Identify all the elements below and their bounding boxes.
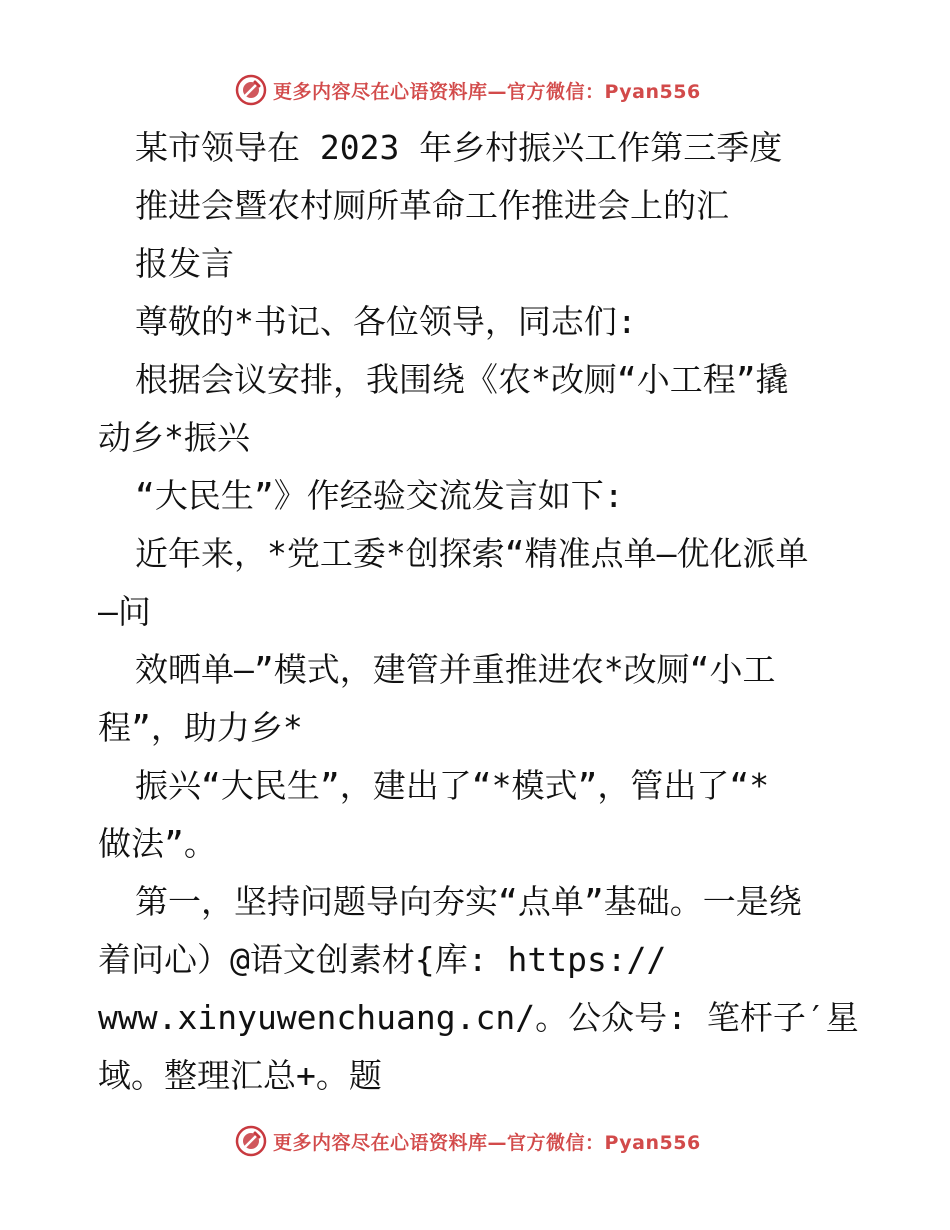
header-watermark-banner bbox=[235, 70, 701, 110]
body-line-5: —问 bbox=[98, 592, 151, 631]
brand-logo-icon bbox=[235, 1125, 267, 1157]
title-line-1: 某市领导在 2023 年乡村振兴工作第三季度 bbox=[135, 128, 783, 167]
body-line-1: 根据会议安排，我围绕《农*改厕“小工程”撬 bbox=[135, 360, 789, 399]
body-line-12: www.xinyuwenchuang.cn/。公众号: 笔杆子′星 bbox=[98, 998, 859, 1037]
body-line-6: 效晒单—”模式，建管并重推进农*改厕“小工 bbox=[135, 650, 776, 689]
body-line-3: “大民生”》作经验交流发言如下: bbox=[135, 476, 624, 515]
body-line-10: 第一，坚持问题导向夯实“点单”基础。一是绕 bbox=[135, 882, 802, 921]
footer-watermark-text: 更多内容尽在心语资料库—官方微信：Pyan556 bbox=[273, 1131, 701, 1154]
brand-logo-icon bbox=[235, 74, 267, 106]
body-line-13: 域。整理汇总+。题 bbox=[98, 1056, 382, 1095]
title-line-3: 报发言 bbox=[135, 244, 234, 283]
title-line-2: 推进会暨农村厕所革命工作推进会上的汇 bbox=[135, 186, 729, 225]
body-line-7: 程”，助力乡* bbox=[98, 708, 303, 747]
footer-watermark-banner bbox=[235, 1121, 701, 1161]
body-line-9: 做法”。 bbox=[98, 824, 217, 863]
header-watermark-text: 更多内容尽在心语资料库—官方微信：Pyan556 bbox=[273, 80, 701, 103]
body-line-4: 近年来，*党工委*创探索“精准点单—优化派单 bbox=[135, 534, 809, 573]
body-line-2: 动乡*振兴 bbox=[98, 418, 250, 457]
body-line-11: 着问心）@语文创素材{库: https:// bbox=[98, 940, 667, 979]
body-line-8: 振兴“大民生”，建出了“*模式”，管出了“* bbox=[135, 766, 770, 805]
salutation: 尊敬的*书记、各位领导，同志们: bbox=[135, 302, 637, 341]
